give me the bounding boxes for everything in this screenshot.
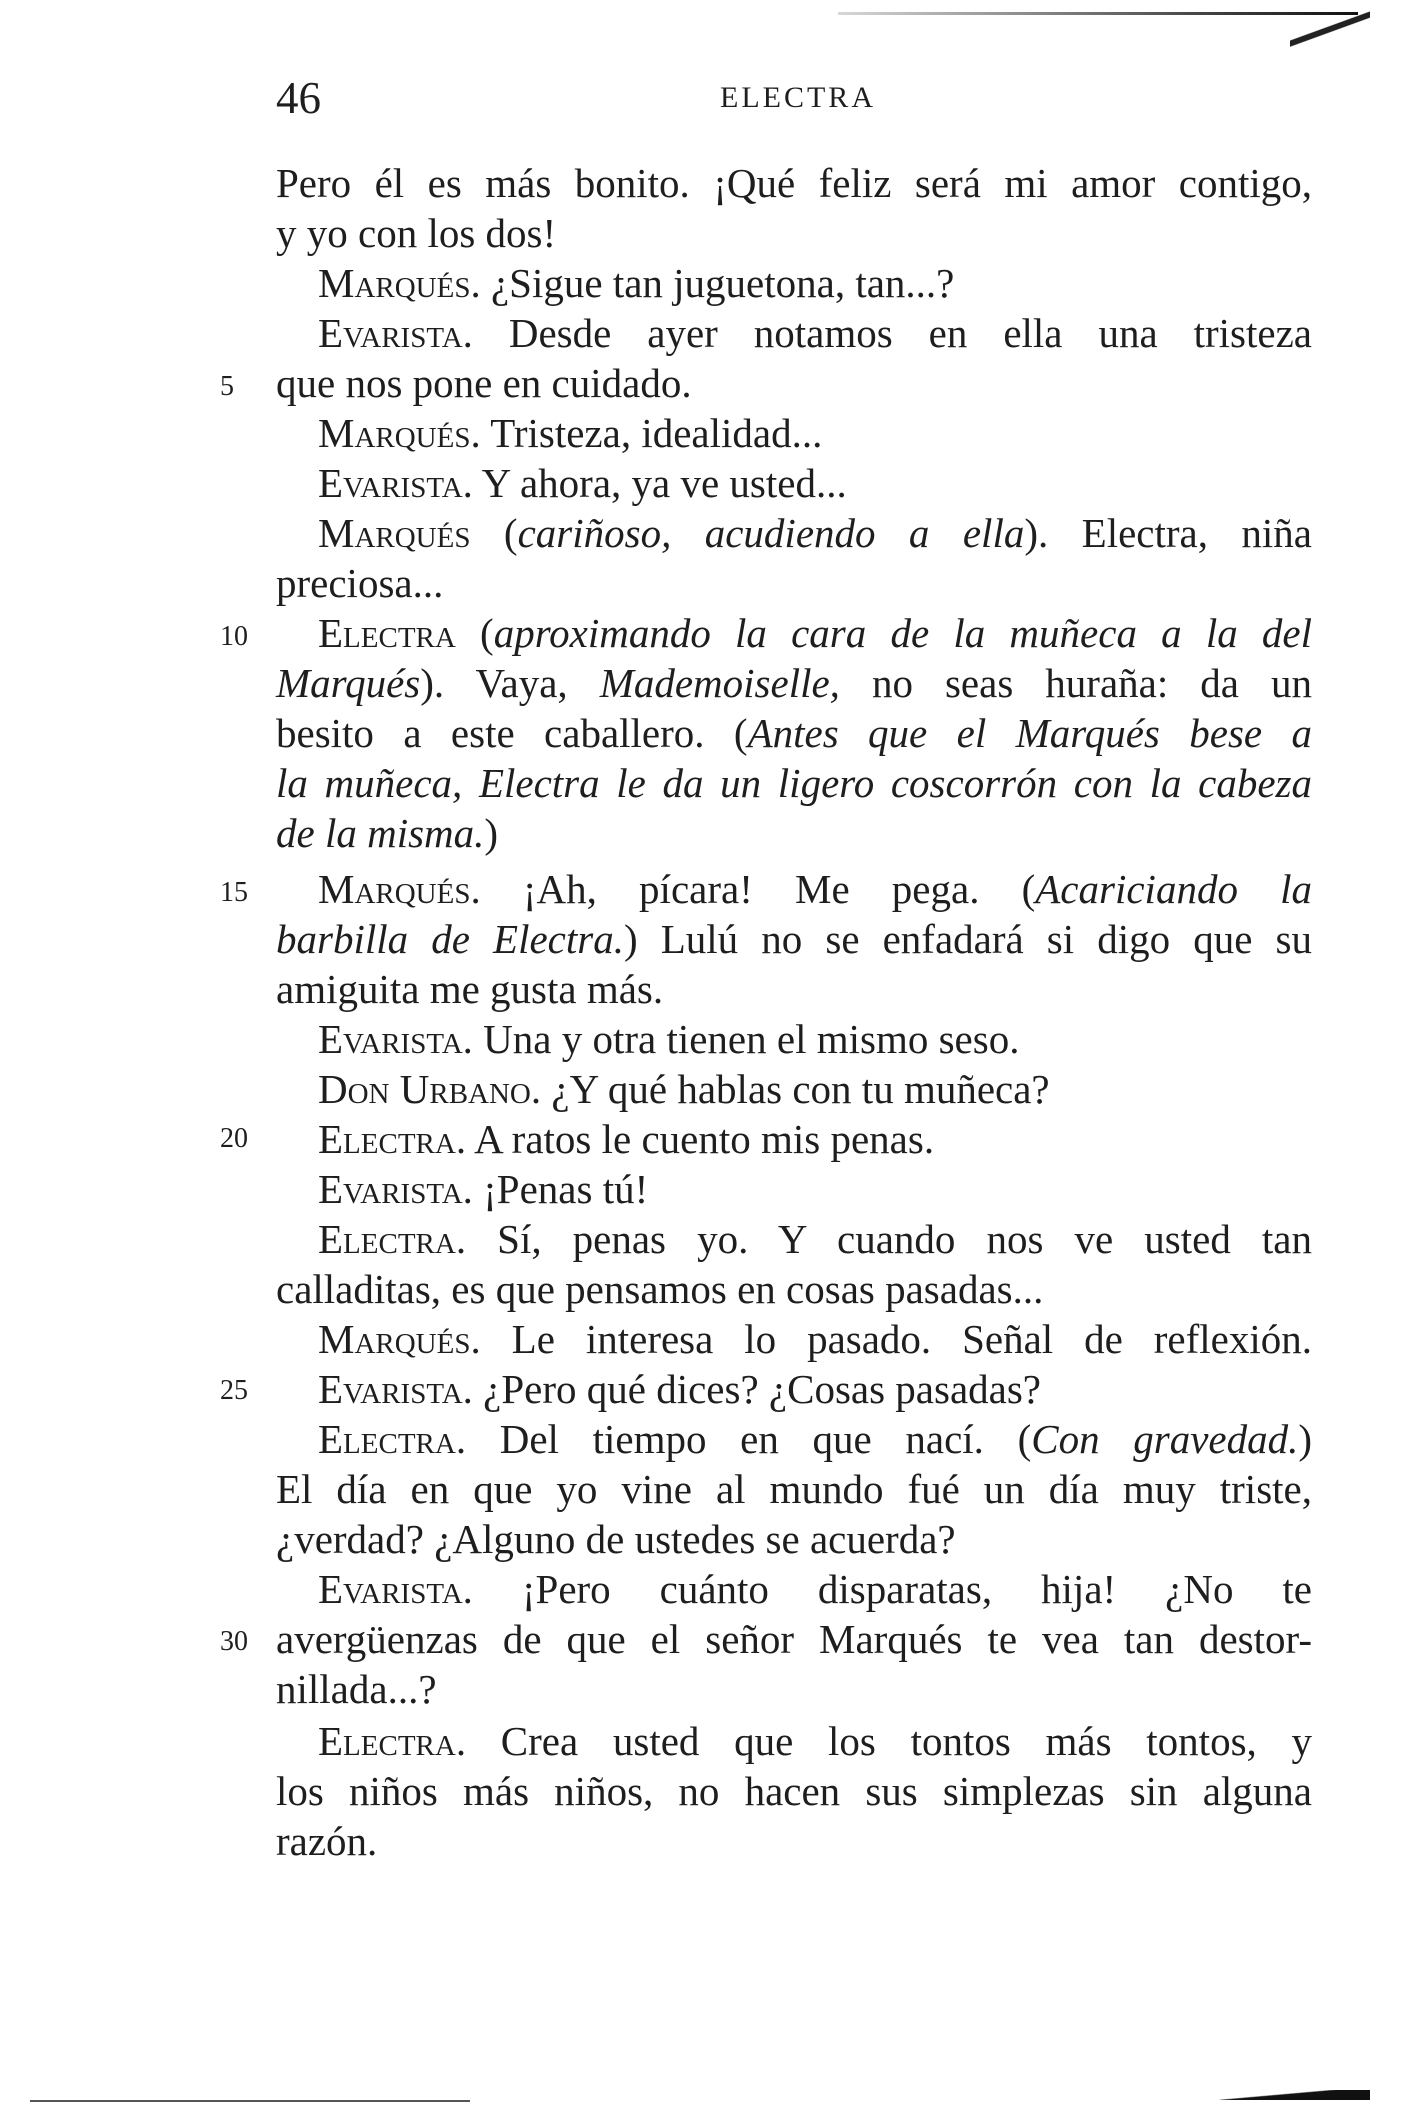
- speaker-name: Don Urbano.: [318, 1066, 542, 1112]
- top-edge-rule: [838, 12, 1358, 15]
- text-line: Marqués. ¿Sigue tan juguetona, tan...?: [318, 260, 955, 306]
- top-corner-mark: [1290, 0, 1370, 60]
- text-line: Evarista. Y ahora, ya ve usted...: [318, 460, 847, 506]
- stage-direction: Acariciando la: [1035, 866, 1312, 912]
- speaker-name: Electra.: [318, 1416, 467, 1462]
- speaker-name: Marqués.: [318, 1316, 481, 1362]
- speaker-name: Electra.: [318, 1718, 467, 1764]
- text-line: que nos pone en cuidado.: [276, 360, 692, 406]
- text-line: razón.: [276, 1818, 378, 1864]
- stage-direction: de la misma.: [276, 810, 485, 856]
- stage-direction: cariñoso, acudiendo a ella: [517, 510, 1025, 556]
- text-line: Pero él es más bonito. ¡Qué feliz será mi amor contigo,: [276, 160, 1312, 206]
- stage-direction: la muñeca, Electra le da un ligero coscorrón con la cabeza: [276, 760, 1312, 806]
- speaker-name: Electra.: [318, 1116, 467, 1162]
- text-line: Evarista. ¡Pero cuánto disparatas, hija! ¿No te: [318, 1566, 1312, 1612]
- line-number-25: 25: [220, 1375, 248, 1406]
- bottom-corner-mark: [1220, 2090, 1370, 2100]
- text-line: avergüenzas de que el señor Marqués te vea tan destor-: [276, 1616, 1312, 1662]
- text-line: Electra. Crea usted que los tontos más tontos, y: [318, 1718, 1312, 1764]
- speaker-name: Evarista.: [318, 1366, 473, 1412]
- text-line: Marqués. Le interesa lo pasado. Señal de reflexión.: [318, 1316, 1312, 1362]
- speaker-name: Evarista.: [318, 1566, 473, 1612]
- text-line: amiguita me gusta más.: [276, 966, 664, 1012]
- line-number-30: 30: [220, 1626, 248, 1657]
- line-number-15: 15: [220, 877, 248, 908]
- text-line: preciosa...: [276, 560, 444, 606]
- text-line: Electra (aproximando la cara de la muñeca a la del: [318, 610, 1313, 656]
- text-line: Marqués). Vaya, Mademoiselle, no seas huraña: da un: [276, 660, 1313, 706]
- text-line: Evarista. ¡Penas tú!: [318, 1166, 649, 1212]
- speaker-name: Evarista.: [318, 460, 473, 506]
- text-line: Electra. A ratos le cuento mis penas.: [318, 1116, 935, 1162]
- speaker-name: Evarista.: [318, 1016, 473, 1062]
- speaker-name: Marqués.: [318, 260, 481, 306]
- text-line: los niños más niños, no hacen sus simplezas sin alguna: [276, 1768, 1312, 1814]
- bottom-edge-rule: [30, 2100, 470, 2102]
- text-line: calladitas, es que pensamos en cosas pasadas...: [276, 1266, 1044, 1312]
- speaker-name: Marqués: [318, 510, 471, 556]
- speaker-name: Electra.: [318, 1216, 467, 1262]
- text-line: Electra. Sí, penas yo. Y cuando nos ve usted tan: [318, 1216, 1312, 1262]
- line-number-20: 20: [220, 1123, 248, 1154]
- stage-direction: Con gravedad.: [1031, 1416, 1299, 1462]
- running-title: ELECTRA: [720, 81, 876, 114]
- stage-direction: Marqués: [276, 660, 421, 706]
- speaker-name: Marqués.: [318, 410, 481, 456]
- speaker-name: Marqués.: [318, 866, 481, 912]
- page-number: 46: [276, 73, 321, 123]
- text-line: Evarista. Desde ayer notamos en ella una tristeza: [318, 310, 1312, 356]
- text-line: Marqués. Tristeza, idealidad...: [318, 410, 823, 456]
- text-line: [276, 758, 1312, 808]
- text-line: Marqués. ¡Ah, pícara! Me pega. (Acariciando la: [318, 866, 1312, 912]
- text-line: ¿verdad? ¿Alguno de ustedes se acuerda?: [276, 1516, 956, 1562]
- text-line: nillada...?: [276, 1666, 437, 1712]
- speaker-name: Evarista.: [318, 1166, 473, 1212]
- line-number-10: 10: [220, 621, 248, 652]
- text-line: Electra. Del tiempo en que nací. (Con gravedad.): [318, 1416, 1313, 1462]
- text-line: de la misma.): [276, 810, 499, 856]
- stage-direction: barbilla de Electra.: [276, 916, 624, 962]
- text-line: besito a este caballero. (Antes que el Marqués bese a: [276, 710, 1312, 756]
- stage-direction: aproximando la cara de la muñeca a la del: [493, 610, 1313, 656]
- text-line: Don Urbano. ¿Y qué hablas con tu muñeca?: [318, 1066, 1050, 1112]
- line-number-5: 5: [220, 371, 234, 402]
- speaker-name: Electra: [318, 610, 456, 656]
- text-line: y yo con los dos!: [276, 210, 557, 256]
- text-line: El día en que yo vine al mundo fué un día muy triste,: [276, 1466, 1312, 1512]
- stage-direction: Antes que el Marqués bese a: [747, 710, 1312, 756]
- text-line: Marqués (cariñoso, acudiendo a ella). Electra, niña: [318, 510, 1312, 556]
- speaker-name: Evarista.: [318, 310, 473, 356]
- text-line: Evarista. ¿Pero qué dices? ¿Cosas pasadas?: [318, 1366, 1042, 1412]
- text-line: barbilla de Electra.) Lulú no se enfadará si digo que su: [276, 916, 1312, 962]
- text-line: Evarista. Una y otra tienen el mismo seso.: [318, 1016, 1020, 1062]
